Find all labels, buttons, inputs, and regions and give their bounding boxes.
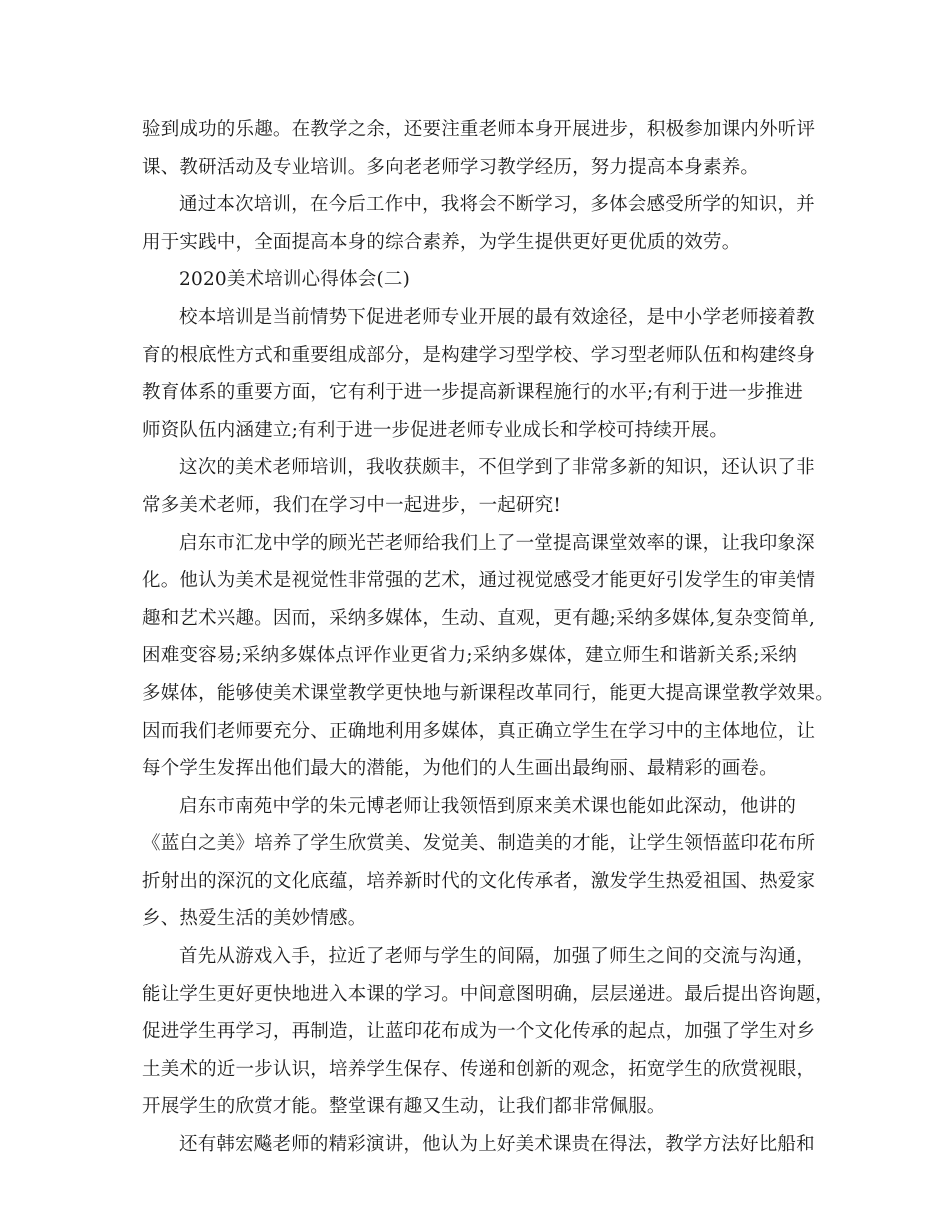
text-line: 因而我们老师要充分、正确地利用多媒体，真正确立学生在学习中的主体地位，让 xyxy=(142,720,816,742)
text-line: 验到成功的乐趣。在教学之余，还要注重老师本身开展进步，积极参加课内外听评 xyxy=(142,119,816,140)
text-line: 促进学生再学习，再制造，让蓝印花布成为一个文化传承的起点，加强了学生对乡 xyxy=(142,1021,816,1043)
text-line: 趣和艺术兴趣。因而，采纳多媒体，生动、直观，更有趣;采纳多媒体,复杂变简单, xyxy=(142,607,816,629)
text-line: 化。他认为美术是视觉性非常强的艺术，通过视觉感受才能更好引发学生的审美情 xyxy=(142,570,816,592)
text-line: 乡、热爱生活的美妙情感。 xyxy=(142,908,367,930)
text-line: 2020美术培训心得体会(二) xyxy=(179,269,411,291)
text-line: 开展学生的欣赏才能。整堂课有趣又生动，让我们都非常佩服。 xyxy=(142,1096,666,1118)
text-line: 能让学生更好更快地进入本课的学习。中间意图明确，层层递进。最后提出咨询题， xyxy=(142,983,834,1005)
text-line: 师资队伍内涵建立;有利于进一步促进老师专业成长和学校可持续开展。 xyxy=(142,419,729,441)
text-line: 每个学生发挥出他们最大的潜能，为他们的人生画出最绚丽、最精彩的画卷。 xyxy=(142,758,778,780)
text-line: 启东市南苑中学的朱元博老师让我领悟到原来美术课也能如此深动，他讲的 xyxy=(179,795,797,817)
text-line: 折射出的深沉的文化底蕴，培养新时代的文化传承者，激发学生热爱祖国、热爱家 xyxy=(142,870,816,892)
text-line: 《蓝白之美》培养了学生欣赏美、发觉美、制造美的才能，让学生领悟蓝印花布所 xyxy=(142,833,816,855)
text-line: 常多美术老师，我们在学习中一起进步，一起研究! xyxy=(142,494,562,516)
text-line: 困难变容易;采纳多媒体点评作业更省力;采纳多媒体，建立师生和谐新关系;采纳 xyxy=(142,645,798,667)
text-line: 土美术的近一步认识，培养学生保存、传递和创新的观念，拓宽学生的欣赏视眼， xyxy=(142,1058,816,1080)
text-line: 育的根底性方式和重要组成部分，是构建学习型学校、学习型老师队伍和构建终身 xyxy=(142,344,816,366)
document-page xyxy=(142,111,834,1164)
text-line: 课、教研活动及专业培训。多向老老师学习教学经历，努力提高本身素养。 xyxy=(142,156,760,178)
text-line: 校本培训是当前情势下促进老师专业开展的最有效途径，是中小学老师接着教 xyxy=(179,306,815,328)
text-line: 用于实践中，全面提高本身的综合素养，为学生提供更好更优质的效劳。 xyxy=(142,231,741,253)
text-line: 多媒体，能够使美术课堂教学更快地与新课程改革同行，能更大提高课堂教学效果。 xyxy=(142,682,834,704)
text-line: 通过本次培训，在今后工作中，我将会不断学习，多体会感受所学的知识，并 xyxy=(179,194,815,216)
text-line: 还有韩宏飚老师的精彩演讲，他认为上好美术课贵在得法，教学方法好比船和 xyxy=(179,1134,815,1156)
text-line: 教育体系的重要方面，它有利于进一步提高新课程施行的水平;有利于进一步推进 xyxy=(142,382,803,404)
text-line: 这次的美术老师培训，我收获颇丰，不但学到了非常多新的知识，还认识了非 xyxy=(179,457,815,479)
text-line: 首先从游戏入手，拉近了老师与学生的间隔，加强了师生之间的交流与沟通， xyxy=(179,946,815,968)
text-line: 启东市汇龙中学的顾光芒老师给我们上了一堂提高课堂效率的课，让我印象深 xyxy=(179,532,815,554)
